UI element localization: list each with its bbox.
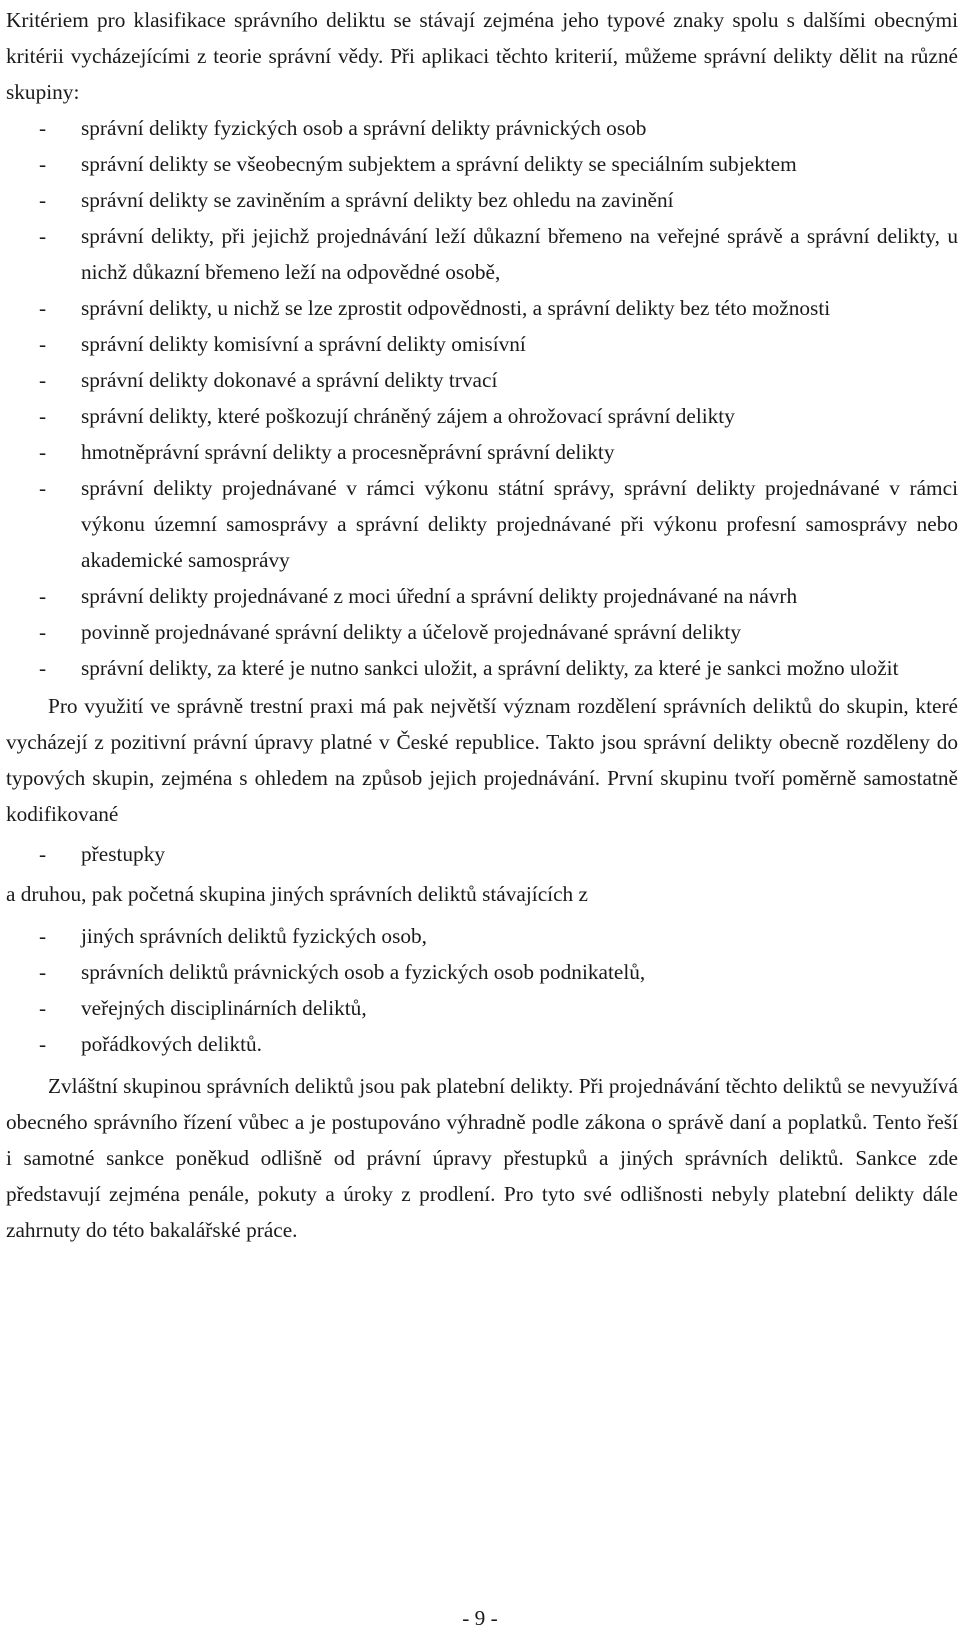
list-item [6, 290, 958, 326]
first-group-list [6, 832, 958, 876]
list-item-text: správní delikty, které poškozují chráněný zájem a ohrožovací správní delikty [81, 404, 735, 428]
list-dash: - [39, 404, 47, 428]
list-item-text: správní delikty fyzických osob a správní delikty právnických osob [81, 116, 647, 140]
second-group-list [6, 918, 958, 1062]
list-item [6, 218, 958, 290]
list-dash: - [39, 152, 47, 176]
list-item [6, 110, 958, 146]
list-dash: - [39, 224, 47, 248]
list-dash: - [39, 296, 47, 320]
list-item [6, 470, 958, 578]
list-item-text: správní delikty projednávané z moci úřední a správní delikty projednávané na návrh [81, 584, 798, 608]
list-item-text: pořádkových deliktů. [81, 1032, 262, 1056]
list-item [6, 832, 958, 876]
page-number: - 9 - [462, 1606, 498, 1630]
list-item-text: správní delikty se všeobecným subjektem a správní delikty se speciálním subjektem [81, 152, 797, 176]
list-item-text: hmotněprávní správní delikty a procesněprávní správní delikty [81, 440, 615, 464]
list-item-text: správní delikty, za které je nutno sankci uložit, a správní delikty, za které je sankci možno uložit [81, 656, 899, 680]
list-item-text: správní delikty, při jejichž projednávání leží důkazní břemeno na veřejné správě a správní delikty, u nichž důkazní břemeno leží na odpovědné osobě, [81, 224, 958, 284]
list-item [6, 650, 958, 686]
list-dash: - [39, 440, 47, 464]
list-dash: - [39, 960, 47, 984]
list-item [6, 918, 958, 954]
list-dash: - [39, 584, 47, 608]
list-dash: - [39, 1032, 47, 1056]
list-item [6, 954, 958, 990]
list-dash: - [39, 368, 47, 392]
delict-categories-list [6, 110, 958, 686]
list-item [6, 182, 958, 218]
intro-paragraph: Kritériem pro klasifikace správního deliktu se stávají zejména jeho typové znaky spolu s dalšími obecnými kritérii vycházejícími z teorie správní vědy. Při aplikaci těchto kriterií, můžeme správní delikty dělit na různé skupiny: [6, 8, 958, 104]
list-item-text: správní delikty, u nichž se lze zprostit odpovědnosti, a správní delikty bez této možnosti [81, 296, 831, 320]
list-dash: - [39, 476, 47, 500]
list-dash: - [39, 924, 47, 948]
list-item-text: správní delikty komisívní a správní delikty omisívní [81, 332, 526, 356]
list-item [6, 990, 958, 1026]
list-item-text: povinně projednávané správní delikty a účelově projednávané správní delikty [81, 620, 741, 644]
list-dash: - [39, 116, 47, 140]
list-item-text: jiných správních deliktů fyzických osob, [81, 924, 427, 948]
list-dash: - [39, 332, 47, 356]
list-dash: - [39, 996, 47, 1020]
list-dash: - [39, 656, 47, 680]
list-item [6, 326, 958, 362]
list-item-text: přestupky [81, 842, 165, 866]
list-dash: - [39, 842, 47, 866]
list-dash: - [39, 620, 47, 644]
list-item-text: správní delikty dokonavé a správní delikty trvací [81, 368, 498, 392]
document-page [6, 0, 958, 1248]
list-item [6, 398, 958, 434]
list-item-text: správní delikty se zaviněním a správní delikty bez ohledu na zavinění [81, 188, 674, 212]
list-item-text: veřejných disciplinárních deliktů, [81, 996, 367, 1020]
paragraph-pozitivni-uprava: Pro využití ve správně trestní praxi má pak největší význam rozdělení správních deliktů do skupin, které vycházejí z pozitivní právní úpravy platné v České republice. Takto jsou správní delikty obecně rozděleny do typových skupin, zejména s ohledem na způsob jejich projednávání. První skupinu tvoří poměrně samostatně kodifikované [6, 694, 958, 826]
list-dash: - [39, 188, 47, 212]
list-item [6, 362, 958, 398]
paragraph-druha-skupina: a druhou, pak početná skupina jiných správních deliktů stávajících z [6, 882, 588, 906]
list-item [6, 434, 958, 470]
list-item [6, 146, 958, 182]
list-item [6, 1026, 958, 1062]
list-item-text: správních deliktů právnických osob a fyzických osob podnikatelů, [81, 960, 646, 984]
paragraph-platebni-delikty: Zvláštní skupinou správních deliktů jsou pak platební delikty. Při projednávání těchto deliktů se nevyužívá obecného správního řízení vůbec a je postupováno výhradně podle zákona o správě daní a poplatků. Tento řeší i samotné sankce poněkud odlišně od právní úpravy přestupků a jiných správních deliktů. Sankce zde představují zejména penále, pokuty a úroky z prodlení. Pro tyto své odlišnosti nebyly platební delikty dále zahrnuty do této bakalářské práce. [6, 1074, 958, 1242]
list-item [6, 578, 958, 614]
list-item [6, 614, 958, 650]
list-item-text: správní delikty projednávané v rámci výkonu státní správy, správní delikty projednávané v rámci výkonu územní samosprávy a správní delikty projednávané při výkonu profesní samosprávy nebo akademické samosprávy [81, 476, 958, 572]
